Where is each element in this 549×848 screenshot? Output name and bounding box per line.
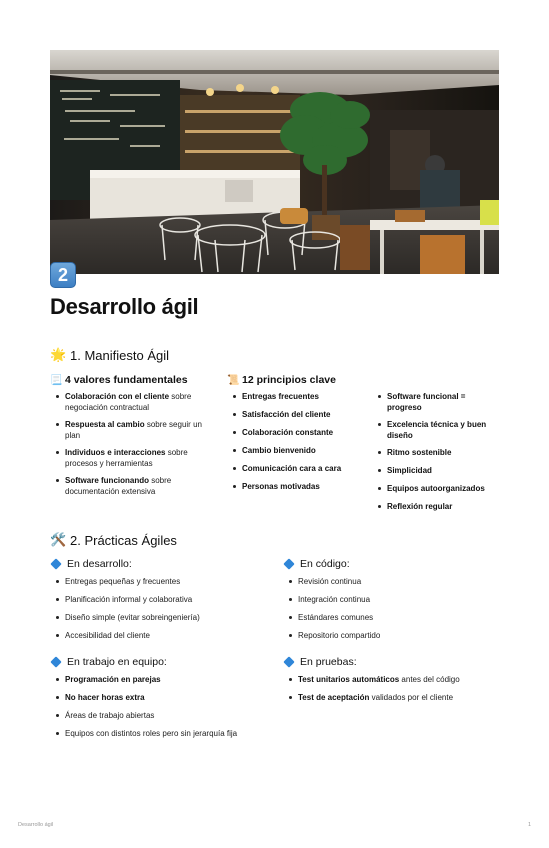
list-item: Test unitarios automáticos antes del código: [285, 674, 499, 685]
principios-list-col1: [229, 391, 369, 492]
equipo-title: En trabajo en equipo:: [67, 656, 167, 668]
footer-page-number: 1: [527, 822, 531, 828]
desarrollo-list: [52, 576, 272, 641]
valores-title: 4 valores fundamentales: [65, 374, 188, 386]
equipo-list: [52, 674, 277, 739]
blue-diamond-icon: [50, 656, 61, 667]
star-icon: 🌟: [50, 347, 67, 362]
list-item: Satisfacción del cliente: [229, 409, 369, 420]
list-item: No hacer horas extra: [52, 692, 277, 703]
principios-list-col2: [374, 391, 499, 512]
codigo-title: En código:: [300, 558, 350, 570]
list-item: Comunicación cara a cara: [229, 463, 369, 474]
pruebas-title: En pruebas:: [300, 656, 357, 668]
desarrollo-heading: [50, 558, 132, 570]
page-number-icon: 2: [50, 262, 76, 288]
list-item: Ritmo sostenible: [374, 447, 499, 458]
valores-list: [52, 391, 212, 497]
blue-diamond-icon: [50, 558, 61, 569]
list-item: Software funcionando sobre documentación extensiva: [52, 475, 212, 497]
list-item: Cambio bienvenido: [229, 445, 369, 456]
list-item: Integración continua: [285, 594, 495, 605]
section-manifiesto-heading: [50, 347, 169, 363]
list-item: Respuesta al cambio sobre seguir un plan: [52, 419, 212, 441]
pruebas-heading: [283, 656, 357, 668]
page-title: Desarrollo ágil: [50, 294, 199, 319]
valores-heading: [50, 374, 188, 386]
tools-icon: 🛠️: [50, 532, 67, 547]
footer-document-title: Desarrollo ágil: [18, 822, 54, 828]
list-item: Test de aceptación validados por el cliente: [285, 692, 499, 703]
list-item: Equipos con distintos roles pero sin jerarquía fija: [52, 728, 277, 739]
blue-diamond-icon: [283, 558, 294, 569]
list-item: Colaboración con el cliente sobre negociación contractual: [52, 391, 212, 413]
list-item: Software funcional = progreso: [374, 391, 499, 413]
list-item: Entregas pequeñas y frecuentes: [52, 576, 272, 587]
list-item: Excelencia técnica y buen diseño: [374, 419, 499, 441]
list-item: Equipos autoorganizados: [374, 483, 499, 494]
scroll-icon: 📜: [227, 374, 240, 386]
pruebas-list: [285, 674, 499, 703]
codigo-list: [285, 576, 495, 641]
section-practicas-heading: [50, 532, 177, 548]
list-item: Diseño simple (evitar sobreingeniería): [52, 612, 272, 623]
cover-image: [50, 50, 499, 274]
list-item: Reflexión regular: [374, 501, 499, 512]
list-item: Colaboración constante: [229, 427, 369, 438]
document-icon: 📃: [50, 374, 63, 386]
cafe-interior-illustration: [50, 50, 499, 274]
list-item: Programación en parejas: [52, 674, 277, 685]
list-item: Personas motivadas: [229, 481, 369, 492]
list-item: Simplicidad: [374, 465, 499, 476]
principios-title: 12 principios clave: [242, 374, 336, 386]
principios-heading: [227, 374, 336, 386]
list-item: Individuos e interacciones sobre procesos y herramientas: [52, 447, 212, 469]
section-practicas-title: 2. Prácticas Ágiles: [70, 532, 177, 548]
list-item: Entregas frecuentes: [229, 391, 369, 402]
list-item: Áreas de trabajo abiertas: [52, 710, 277, 721]
list-item: Repositorio compartido: [285, 630, 495, 641]
list-item: Planificación informal y colaborativa: [52, 594, 272, 605]
section-manifiesto-title: 1. Manifiesto Ágil: [70, 347, 169, 363]
equipo-heading: [50, 656, 167, 668]
list-item: Estándares comunes: [285, 612, 495, 623]
desarrollo-title: En desarrollo:: [67, 558, 132, 570]
codigo-heading: [283, 558, 350, 570]
list-item: Revisión continua: [285, 576, 495, 587]
blue-diamond-icon: [283, 656, 294, 667]
list-item: Accesibilidad del cliente: [52, 630, 272, 641]
